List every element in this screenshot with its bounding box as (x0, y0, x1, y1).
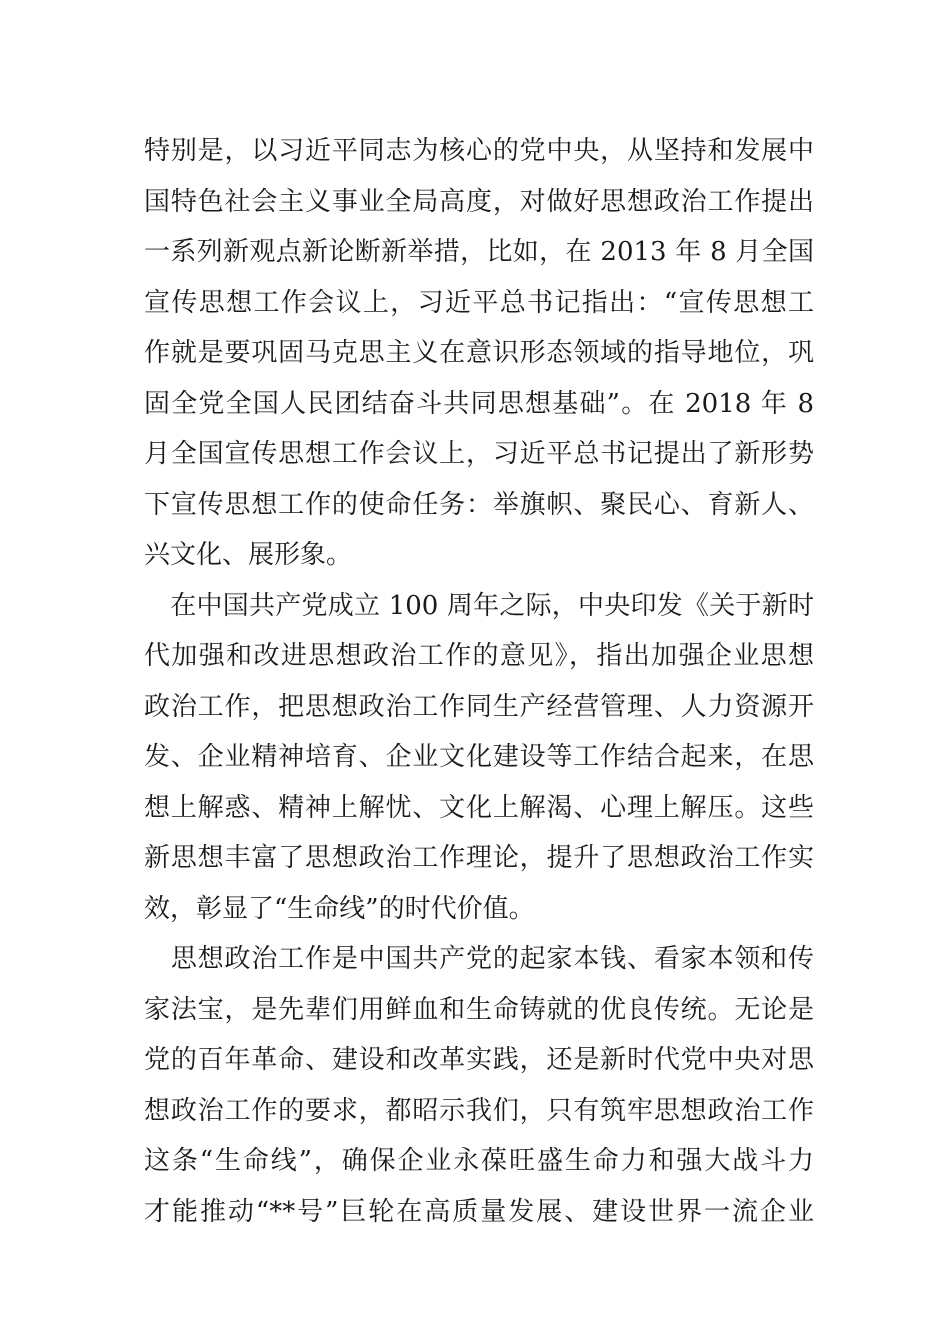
text-line: 党的百年革命、建设和改革实践，还是新时代党中央对思 (144, 1045, 814, 1075)
text-line: 一系列新观点新论断新举措，比如，在 2013 年 8 月全国 (144, 237, 814, 267)
text-line: 在中国共产党成立 100 周年之际，中央印发《关于新时 (144, 590, 814, 621)
text-line: 想上解惑、精神上解忧、文化上解渴、心理上解压。这些 (144, 792, 814, 823)
text-line: 政治工作，把思想政治工作同生产经营管理、人力资源开 (144, 691, 814, 722)
text-line: 新思想丰富了思想政治工作理论，提升了思想政治工作实 (144, 843, 814, 873)
text-line: 代加强和改进思想政治工作的意见》，指出加强企业思想 (144, 641, 814, 671)
text-line: 这条“生命线”，确保企业永葆旺盛生命力和强大战斗力 (144, 1146, 814, 1176)
text-line: 作就是要巩固马克思主义在意识形态领域的指导地位，巩 (144, 338, 814, 368)
text-line: 固全党全国人民团结奋斗共同思想基础”。在 2018 年 8 (144, 388, 814, 419)
text-line: 才能推动“**号”巨轮在高质量发展、建设世界一流企业 (144, 1196, 814, 1227)
document-body (144, 126, 814, 1237)
text-line: 效，彰显了“生命线”的时代价值。 (144, 893, 535, 924)
text-line: 家法宝，是先辈们用鲜血和生命铸就的优良传统。无论是 (144, 994, 814, 1025)
text-line: 国特色社会主义事业全局高度，对做好思想政治工作提出 (144, 186, 814, 217)
text-line: 宣传思想工作会议上，习近平总书记指出：“宣传思想工 (144, 287, 814, 318)
text-line: 发、企业精神培育、企业文化建设等工作结合起来，在思 (144, 742, 814, 772)
text-line: 兴文化、展形象。 (144, 540, 353, 570)
text-line: 想政治工作的要求，都昭示我们，只有筑牢思想政治工作 (144, 1095, 814, 1126)
text-line: 月全国宣传思想工作会议上，习近平总书记提出了新形势 (144, 439, 814, 469)
text-line: 特别是，以习近平同志为核心的党中央，从坚持和发展中 (144, 136, 814, 166)
text-line: 下宣传思想工作的使命任务：举旗帜、聚民心、育新人、 (144, 489, 814, 520)
text-line: 思想政治工作是中国共产党的起家本钱、看家本领和传 (144, 944, 814, 974)
